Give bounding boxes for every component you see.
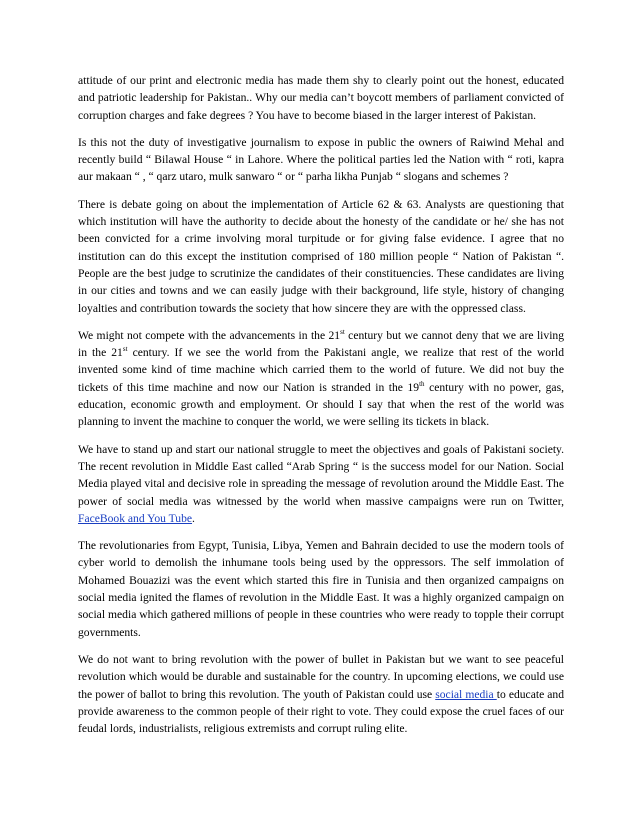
text-run: We do not want to bring revolution with the power of bullet in Pakistan but we want to see peaceful revolution which would be durable and sustainable for the country. In upcoming elections, we could use the power of ballot to bring this revolution. The youth of Pakistan could use <box>78 652 564 701</box>
paragraph-peaceful-revolution <box>78 651 564 737</box>
social-media-link[interactable]: social media <box>435 687 497 701</box>
text-run: We might not compete with the advancements in the 21 <box>78 328 341 342</box>
text-run: century with no power, gas, education, economic growth and employment. Or should I say that when the rest of the world was planning to invent the machine to conquer the world, we were selling its tickets in black. <box>78 380 564 429</box>
paragraph-revolutionaries: The revolutionaries from Egypt, Tunisia, Libya, Yemen and Bahrain decided to use the modern tools of cyber world to demolish the inhumane tools being used by the oppressors. The self immolation of Mohamed Bouazizi was the event which started this fire in Tunisia and then organized campaigns on social media ignited the flames of revolution in the Middle East. It was a highly organized campaign on social media which gathered millions of people in these countries who were ready to topple their corrupt governments. <box>78 539 564 639</box>
paragraph-media-attitude: attitude of our print and electronic media has made them shy to clearly point out the honest, educated and patriotic leadership for Pakistan.. Why our media can’t boycott members of parliament convicted of corruption charges and fake degrees ? You have to become biased in the larger interest of Pakistan. <box>78 74 564 122</box>
text-run: . <box>192 511 195 525</box>
superscript: st <box>122 345 128 354</box>
text-run: We have to stand up and start our national struggle to meet the objectives and goals of Pakistani society. The recent revolution in Middle East called “Arab Spring “ is the success model for our Nation. Social Media played vital and decisive role in spreading the message of revolution around the Middle East. The power of social media was witnessed by the world when massive campaigns were run on Twitter, <box>78 442 564 508</box>
text-run: to educate and provide awareness to the common people of their right to vote. They could expose the cruel faces of our feudal lords, industrialists, religious extremists and corrupt ruling elite. <box>78 687 565 736</box>
document-page <box>78 72 564 747</box>
paragraph-arab-spring <box>78 441 564 527</box>
paragraph-article-62-63: There is debate going on about the implementation of Article 62 & 63. Analysts are questioning that which institution will have the authority to decide about the honesty of the candidate or he/ she has not been convicted for a crime involving moral turpitude or for giving false evidence. I agree that no institution can do this except the institution comprised of 180 million people “ Nation of Pakistan “. People are the best judge to scrutinize the candidates of their constituencies. These candidates are living in our cities and towns and we can easily judge with their background, life style, history of changing loyalties and contribution towards the society that how sincere they are with the oppressed class. <box>78 197 564 315</box>
facebook-youtube-link[interactable]: FaceBook and You Tube <box>78 511 193 525</box>
paragraph-investigative-journalism: Is this not the duty of investigative journalism to expose in public the owners of Raiwind Mehal and recently build “ Bilawal House “ in Lahore. Where the political parties led the Nation with “ roti, kapra aur makaan “ , “ qarz utaro, mulk sanwaro “ or “ parha likha Punjab “ slogans and schemes ? <box>78 135 564 184</box>
text-run: century but we cannot deny that we are living in the 21 <box>78 328 565 360</box>
superscript: th <box>419 379 425 388</box>
superscript: st <box>340 328 345 336</box>
paragraph-21st-century <box>78 327 564 431</box>
text-run: century. If we see the world from the Pakistani angle, we realize that rest of the world invented some kind of time machine which carried them to the world of future. We did not buy the tickets of this time machine and now our Nation is stranded in the 19 <box>78 346 564 394</box>
